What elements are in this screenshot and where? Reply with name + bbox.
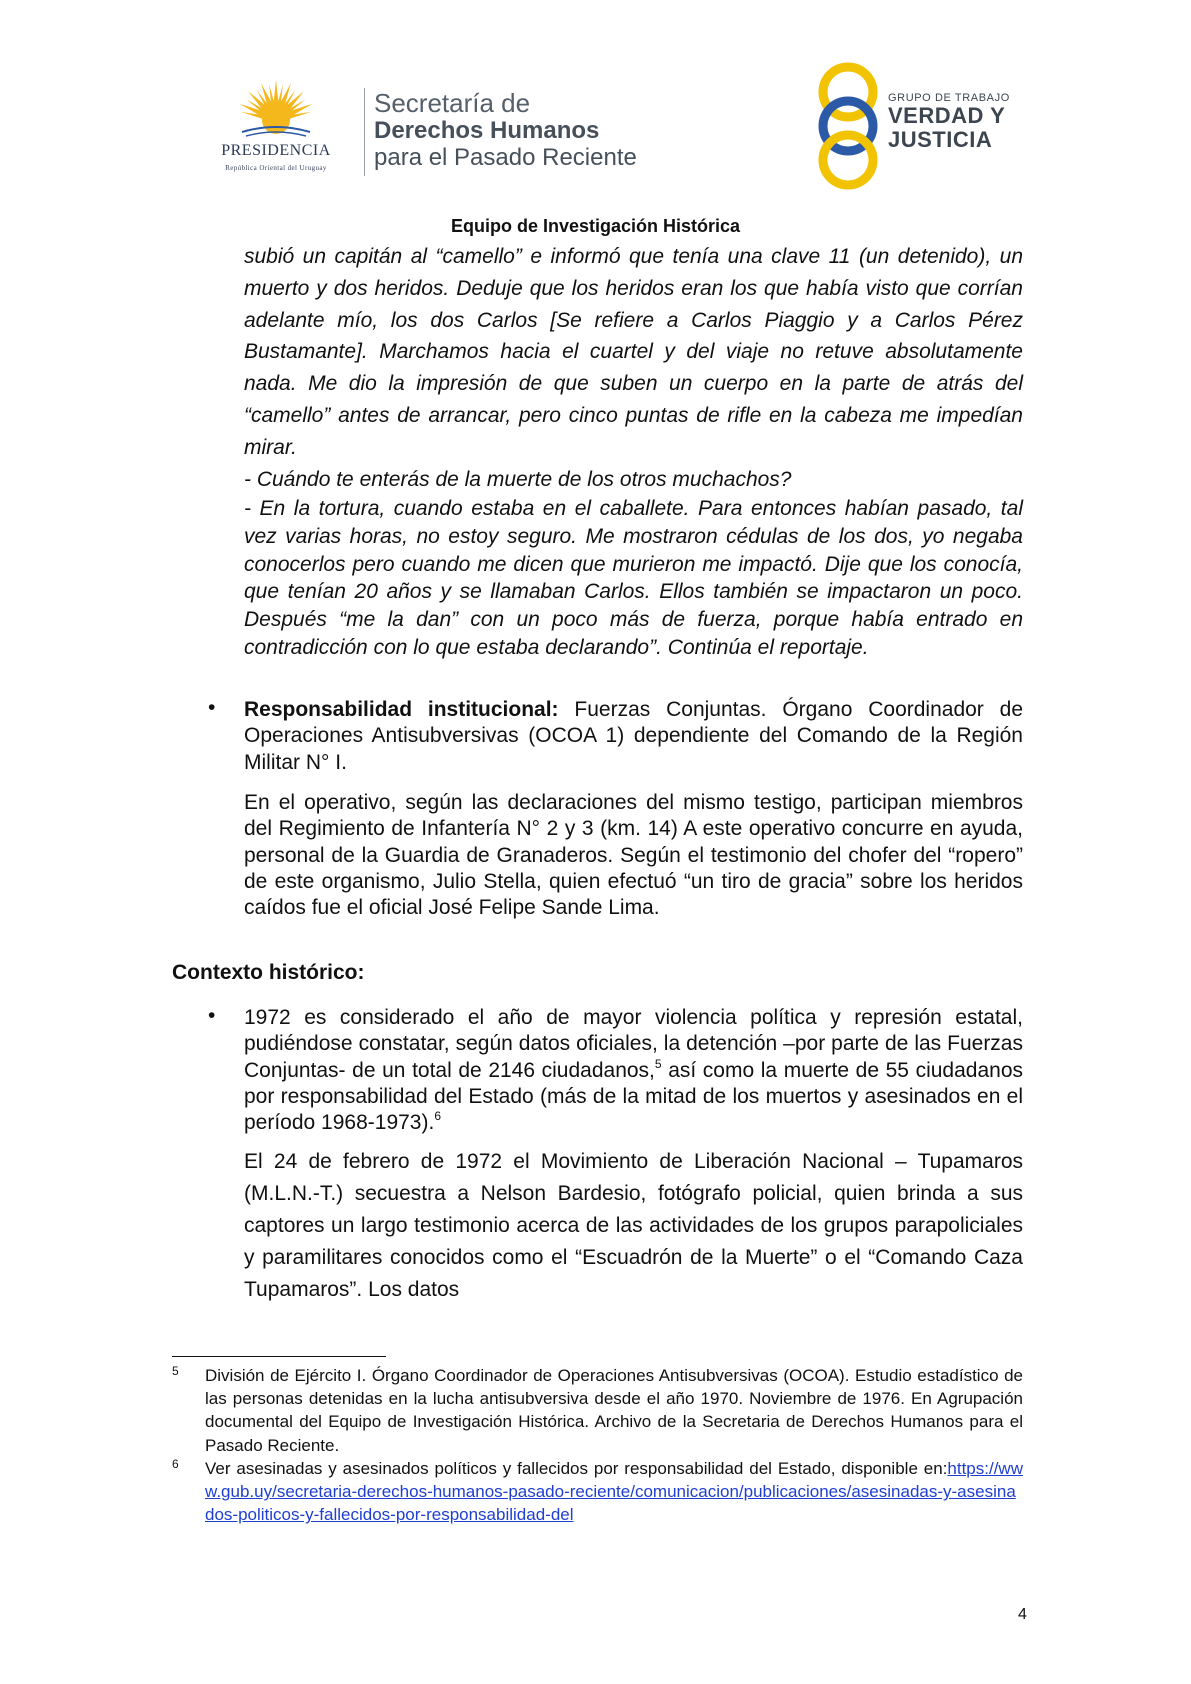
secretaria-line-1: Secretaría de [374, 88, 531, 118]
bullet: • [208, 1004, 216, 1027]
testimony-paragraph: subió un capitán al “camello” e informó que tenía una clave 11 (un detenido), un muerto y dos heridos. Deduje que los heridos eran los que había visto que corrían adelante mío, los dos Carlos [Se refiere a Carlos Piaggio y a Carlos Pérez Bustamante]. Marchamos hacia el cuartel y del viaje no retuve absolutamente nada. Me dio la impresión de que suben un cuerpo en la parte de atrás del “camello” antes de arrancar, pero cinco puntas de rifle en la cabeza me impedían mirar. [244, 245, 1023, 459]
sun-of-may-icon [234, 78, 318, 140]
contexto-paragraph-1 [244, 1005, 1023, 1136]
vyj-line-2: VERDAD Y [888, 103, 1006, 128]
secretaria-line-2: Derechos Humanos [374, 117, 600, 144]
contexto-paragraph-2: El 24 de febrero de 1972 el Movimiento de Liberación Nacional – Tupamaros (M.L.N.-T.) secuestra a Nelson Bardesio, fotógrafo policial, quien brinda a sus captores un largo testimonio acerca de las actividades de los grupos parapoliciales y paramilitares conocidos como el “Escuadrón de la Muerte” o el “Comando Caza Tupamaros”. Los datos [244, 1150, 1023, 1301]
vyj-line-3: JUSTICIA [888, 127, 993, 152]
contexto-text-a: 1972 es considerado el año de mayor violencia política y represión estatal, pudiéndose constatar, según datos oficiales, la detención –por parte de las Fuerzas Conjuntas- de un total de 2146 ciudadanos, [244, 1006, 1023, 1082]
logo-divider [364, 88, 365, 176]
testimony-quote [244, 241, 1023, 495]
page-number: 4 [1018, 1606, 1027, 1623]
responsabilidad-text: Fuerzas Conjuntas. Órgano Coordinador de Operaciones Antisubversivas (OCOA 1) dependiente del Comando de la Región Militar N° I. [244, 698, 1024, 774]
presidencia-name: PRESIDENCIA [221, 142, 331, 159]
responsabilidad-paragraph [244, 697, 1023, 776]
section-title: Contexto histórico: [172, 961, 365, 984]
footnote-6 [205, 1457, 1023, 1527]
secretaria-line-3: para el Pasado Reciente [374, 144, 637, 171]
vyj-line-1: GRUPO DE TRABAJO [888, 92, 1010, 104]
testimony-answer: - En la tortura, cuando estaba en el caballete. Para entonces habían pasado, tal vez varias horas, no estoy seguro. Me mostraron cédulas de los dos, yo negaba conocerlos pero cuando me dicen que murieron me impactó. Dije que los conocía, que tenían 20 años y se llamaban Carlos. Ellos también se impactaron un poco. Después “me la dan” con un poco más de fuerza, porque había entrado en contradicción con lo que estaba declarando”. Continúa el reportaje. [244, 497, 1023, 659]
footnote-5: División de Ejército I. Órgano Coordinador de Operaciones Antisubversivas (OCOA). Estudio estadístico de las personas detenidas en la lucha antisubversiva desde el año 1970. Noviembre de 1976. En Agrupación documental del Equipo de Investigación Histórica. Archivo de la Secretaria de Derechos Humanos para el Pasado Reciente. [205, 1366, 1023, 1455]
footnote-ref-5[interactable]: 5 [654, 1056, 662, 1071]
secretaria-logo-text [374, 90, 637, 171]
presidencia-subtitle: República Oriental del Uruguay [225, 164, 327, 172]
bullet: • [208, 696, 216, 719]
footnote-ref-6[interactable]: 6 [434, 1109, 441, 1124]
testimony-question: - Cuándo te enterás de la muerte de los otros muchachos? [244, 467, 792, 491]
footnote-6-text: Ver asesinadas y asesinados políticos y fallecidos por responsabilidad del Estado, disponible en: [205, 1459, 948, 1478]
page-header [0, 0, 1191, 210]
footnote-separator [172, 1356, 386, 1357]
verdad-justicia-logo [810, 62, 1040, 192]
contexto-text-b: así como la muerte de 55 ciudadanos por responsabilidad del Estado (más de la mitad de los muertos y asesinados en el período 1968-1973). [244, 1058, 1023, 1135]
document-subtitle: Equipo de Investigación Histórica [450, 216, 741, 236]
operativo-paragraph: En el operativo, según las declaraciones del mismo testigo, participan miembros del Regimiento de Infantería N° 2 y 3 (km. 14) A este operativo concurre en ayuda, personal de la Guardia de Granaderos. Según el testimonio del chofer del “ropero” de este organismo, Julio Stella, quien efectuó “un tiro de gracia” sobre los heridos caídos fue el oficial José Felipe Sande Lima. [244, 791, 1023, 920]
verdad-justicia-text [888, 92, 1010, 152]
footnote-number-5: 5 [172, 1364, 179, 1378]
footnote-number-6: 6 [172, 1457, 179, 1471]
presidencia-logo [196, 78, 356, 178]
footnote-6-link[interactable]: https://www.gub.uy/secretaria-derechos-humanos-pasado-reciente/comunicacion/publicaciones/asesinadas-y-asesinados-politicos-y-fallecidos-por-responsabilidad-del [205, 1459, 1023, 1525]
responsabilidad-label: Responsabilidad institucional: [244, 698, 559, 721]
interlocked-rings-icon [810, 62, 886, 190]
